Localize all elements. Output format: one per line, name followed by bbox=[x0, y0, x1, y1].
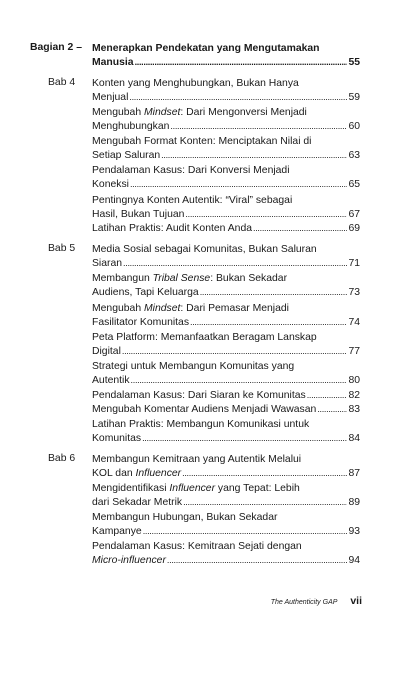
dot-leader bbox=[130, 178, 347, 192]
toc-entry[interactable] bbox=[92, 222, 360, 236]
entry-line: Audiens, Tapi Keluarga bbox=[92, 286, 199, 298]
dot-leader bbox=[190, 316, 347, 330]
dot-leader bbox=[131, 374, 348, 388]
page-number: 89 bbox=[348, 496, 360, 508]
entry-line: Membangun Hubungan, Bukan Sekadar bbox=[92, 512, 278, 523]
entry-line: Pendalaman Kasus: Dari Konversi Menjadi bbox=[92, 165, 290, 176]
page-number: 94 bbox=[348, 554, 360, 566]
entry-line: Kampanye bbox=[92, 525, 142, 537]
page-number: 93 bbox=[348, 525, 360, 537]
entry-line: Membangun Tribal Sense: Bukan Sekadar bbox=[92, 273, 288, 284]
entry-line: Komunitas bbox=[92, 432, 142, 444]
part-title-line: Menerapkan Pendekatan yang Mengutamakan bbox=[92, 43, 320, 54]
entry-line: Membangun Kemitraan yang Autentik Melalui bbox=[92, 454, 302, 465]
dot-leader bbox=[170, 120, 347, 134]
dot-leader bbox=[122, 345, 348, 359]
dot-leader bbox=[142, 432, 347, 446]
toc-entry[interactable] bbox=[92, 272, 360, 299]
entry-line: Micro-influencer bbox=[92, 554, 166, 566]
entry-line: Peta Platform: Memanfaatkan Beragam Lanskap bbox=[92, 332, 317, 343]
dot-leader bbox=[183, 496, 347, 510]
part-title-entry[interactable] bbox=[92, 42, 360, 69]
entry-line: Mengubah Mindset: Dari Pemasar Menjadi bbox=[92, 303, 289, 314]
toc-entry[interactable] bbox=[92, 540, 360, 567]
dot-leader bbox=[129, 91, 347, 105]
entry-line: Menghubungkan bbox=[92, 120, 170, 132]
dot-leader bbox=[317, 403, 347, 417]
toc-entry[interactable] bbox=[92, 106, 360, 133]
page-number-roman: vii bbox=[350, 595, 362, 607]
entry-line: Mengubah Komentar Audiens Menjadi Wawasan bbox=[92, 404, 317, 415]
page-number: 73 bbox=[348, 286, 360, 298]
entry-line: Siaran bbox=[92, 257, 123, 269]
page-number: 55 bbox=[348, 56, 360, 68]
dot-leader bbox=[253, 222, 347, 236]
toc-entry[interactable] bbox=[92, 360, 360, 387]
dot-leader bbox=[200, 286, 348, 300]
entry-line: Setiap Saluran bbox=[92, 149, 161, 161]
page-number: 87 bbox=[348, 467, 360, 479]
page-number: 84 bbox=[348, 432, 360, 444]
entry-line: Pendalaman Kasus: Dari Siaran ke Komunitas bbox=[92, 390, 306, 401]
page-number: 71 bbox=[348, 257, 360, 269]
part-title-line: Manusia bbox=[92, 56, 134, 68]
dot-leader bbox=[135, 56, 348, 70]
page-number: 80 bbox=[348, 374, 360, 386]
entry-line: Fasilitator Komunitas bbox=[92, 316, 190, 328]
toc-entry[interactable] bbox=[92, 243, 360, 270]
page-number: 82 bbox=[348, 390, 360, 401]
page-number: 65 bbox=[348, 178, 360, 190]
toc-entry[interactable] bbox=[92, 389, 360, 403]
dot-leader bbox=[143, 525, 348, 539]
page-number: 69 bbox=[348, 223, 360, 234]
toc-entry[interactable] bbox=[92, 194, 360, 221]
toc-entry[interactable] bbox=[92, 418, 360, 445]
toc-entry[interactable] bbox=[92, 135, 360, 162]
entry-line: dari Sekadar Metrik bbox=[92, 496, 183, 508]
dot-leader bbox=[307, 389, 348, 403]
page-number: 63 bbox=[348, 149, 360, 161]
dot-leader bbox=[123, 257, 347, 271]
toc-entry[interactable] bbox=[92, 164, 360, 191]
chapter-label: Bab 4 bbox=[48, 77, 76, 88]
page-number: 67 bbox=[348, 208, 360, 220]
entry-line: Hasil, Bukan Tujuan bbox=[92, 208, 185, 220]
entry-line: Konten yang Menghubungkan, Bukan Hanya bbox=[92, 78, 299, 89]
page-number: 77 bbox=[348, 345, 360, 357]
entry-line: Mengubah Mindset: Dari Mengonversi Menjadi bbox=[92, 107, 307, 118]
dot-leader bbox=[185, 208, 347, 222]
toc-entry[interactable] bbox=[92, 403, 360, 417]
entry-line: Mengidentifikasi Influencer yang Tepat: Lebih bbox=[92, 483, 300, 494]
entry-line: Media Sosial sebagai Komunitas, Bukan Saluran bbox=[92, 244, 317, 255]
toc-entry[interactable] bbox=[92, 302, 360, 329]
book-title: The Authenticity GAP bbox=[270, 599, 338, 606]
toc-entry[interactable] bbox=[92, 77, 360, 104]
entry-line: Latihan Praktis: Audit Konten Anda bbox=[92, 223, 253, 234]
dot-leader bbox=[161, 149, 347, 163]
entry-line: Digital bbox=[92, 345, 121, 357]
entry-line: Pentingnya Konten Autentik: “Viral” sebagai bbox=[92, 195, 293, 206]
entry-line: Autentik bbox=[92, 374, 130, 386]
entry-line: KOL dan Influencer bbox=[92, 467, 182, 479]
toc-entry[interactable] bbox=[92, 482, 360, 509]
entry-line: Koneksi bbox=[92, 178, 129, 190]
entry-line: Menjual bbox=[92, 91, 129, 103]
chapter-label: Bab 6 bbox=[48, 453, 76, 464]
page-number: 60 bbox=[348, 120, 360, 132]
dot-leader bbox=[167, 554, 348, 568]
dot-leader bbox=[182, 467, 347, 481]
part-label: Bagian 2 – bbox=[30, 42, 82, 53]
page-number: 74 bbox=[348, 316, 360, 328]
page-number: 59 bbox=[348, 91, 360, 103]
toc-entry[interactable] bbox=[92, 331, 360, 358]
page-footer bbox=[271, 595, 362, 607]
chapter-label: Bab 5 bbox=[48, 243, 76, 254]
toc-entry[interactable] bbox=[92, 511, 360, 538]
entry-line: Strategi untuk Membangun Komunitas yang bbox=[92, 361, 295, 372]
page-number: 83 bbox=[348, 404, 360, 415]
entry-line: Latihan Praktis: Membangun Komunikasi untuk bbox=[92, 419, 310, 430]
entry-line: Mengubah Format Konten: Menciptakan Nilai di bbox=[92, 136, 312, 147]
toc-entry[interactable] bbox=[92, 453, 360, 480]
entry-line: Pendalaman Kasus: Kemitraan Sejati dengan bbox=[92, 541, 302, 552]
